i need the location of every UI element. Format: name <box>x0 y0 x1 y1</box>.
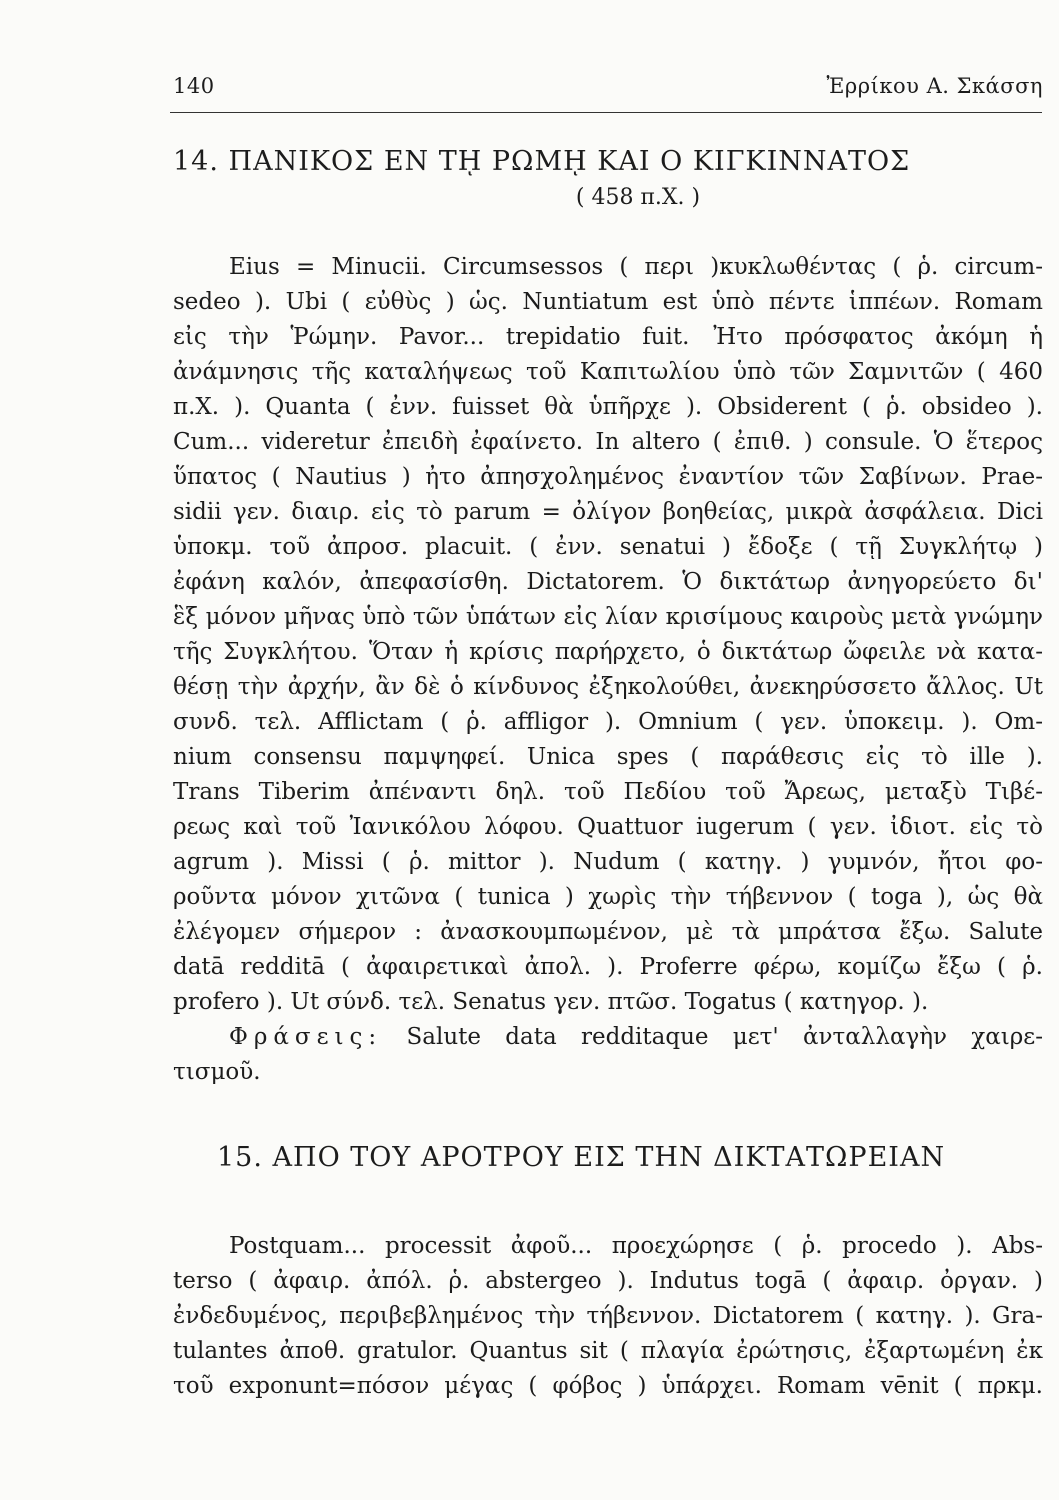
paragraph-line: nium consensu παμψηφεί. Unica spes ( παράθεσις εἰς τὸ ille ). <box>173 744 1043 770</box>
paragraph-line: datā redditā ( ἀφαιρετικαὶ ἀπολ. ). Proferre φέρω, κομίζω ἔξω ( ῥ. <box>173 954 1043 980</box>
paragraph-line: ρεως καὶ τοῦ Ἰανικόλου λόφου. Quattuor iugerum ( γεν. ἰδιοτ. εἰς τὸ <box>173 814 1043 840</box>
paragraph-line: Postquam... processit ἀφοῦ... προεχώρησε ( ῥ. procedo ). Abs- <box>229 1233 1043 1259</box>
paragraph-line: ὑποκμ. τοῦ ἀπροσ. placuit. ( ἐνν. senatui ) ἔδοξε ( τῇ Συγκλήτῳ ) <box>173 534 1043 560</box>
paragraph-line: Trans Tiberim ἀπέναντι δηλ. τοῦ Πεδίου τοῦ Ἄρεως, μεταξὺ Τιβέ- <box>173 779 1043 805</box>
paragraph-line: ἐλέγομεν σήμερον : ἀνασκουμπωμένον, μὲ τὰ μπράτσα ἔξω. Salute <box>173 919 1043 945</box>
phrases-label: Φράσεις: <box>229 1024 383 1050</box>
paragraph-line: ἓξ μόνον μῆνας ὑπὸ τῶν ὑπάτων εἰς λίαν κρισίμους καιροὺς μετὰ γνώμην <box>173 604 1043 630</box>
paragraph-line: ἐφάνη καλόν, ἀπεφασίσθη. Dictatorem. Ὁ δικτάτωρ ἀνηγορεύετο δι' <box>173 569 1043 595</box>
paragraph-line: profero ). Ut σύνδ. τελ. Senatus γεν. πτῶσ. Togatus ( κατηγορ. ). <box>173 989 929 1015</box>
paragraph-line: sidii γεν. διαιρ. εἰς τὸ parum = ὀλίγον βοηθείας, μικρὰ ἀσφάλεια. Dici <box>173 499 1043 525</box>
paragraph-line: εἰς τὴν Ῥώμην. Pavor... trepidatio fuit. Ἦτο πρόσφατος ἀκόμη ἡ <box>173 324 1043 350</box>
paragraph-line: terso ( ἀφαιρ. ἀπόλ. ῥ. abstergeo ). Indutus togā ( ἀφαιρ. ὀργαν. ) <box>173 1268 1043 1294</box>
paragraph-line: τῆς Συγκλήτου. Ὅταν ἡ κρίσις παρήρχετο, ὁ δικτάτωρ ὤφειλε νὰ κατα- <box>173 639 1043 665</box>
paragraph-line: ἀνάμνησις τῆς καταλήψεως τοῦ Καπιτωλίου ὑπὸ τῶν Σαμνιτῶν ( 460 <box>173 359 1043 385</box>
paragraph-line: τοῦ exponunt=πόσον μέγας ( φόβος ) ὑπάρχει. Romam vēnit ( πρκμ. <box>173 1373 1043 1399</box>
paragraph-line: ροῦντα μόνον χιτῶνα ( tunica ) χωρὶς τὴν τήβεννον ( toga ), ὡς θὰ <box>173 884 1043 910</box>
header-rule <box>170 112 1042 113</box>
section-14-title: 14. ΠΑΝΙΚΟΣ ΕΝ Τῌ ΡΩΜῌ ΚΑΙ Ο ΚΙΓΚΙΝΝΑΤΟΣ <box>173 146 911 177</box>
paragraph-line: συνδ. τελ. Afflictam ( ῥ. affligor ). Omnium ( γεν. ὑποκειμ. ). Om- <box>173 709 1043 735</box>
page-number: 140 <box>173 74 215 98</box>
running-head <box>173 74 1043 98</box>
section-15-title: 15. ΑΠΟ ΤΟΥ ΑΡΟΤΡΟΥ ΕΙΣ ΤΗΝ ΔΙΚΤΑΤΩΡΕΙΑΝ <box>217 1142 946 1173</box>
section-14-date: ( 458 π.Χ. ) <box>575 185 701 210</box>
paragraph-line: θέσῃ τὴν ἀρχήν, ἂν δὲ ὁ κίνδυνος ἐξηκολούθει, ἀνεκηρύσσετο ἄλλος. Ut <box>173 674 1043 700</box>
paragraph-line: tulantes ἀποθ. gratulor. Quantus sit ( πλαγία ἐρώτησις, ἐξαρτωμένη ἐκ <box>173 1338 1043 1364</box>
phrases-line-end: τισμοῦ. <box>173 1059 261 1085</box>
paragraph-line: Eius = Minucii. Circumsessos ( περι )κυκλωθέντας ( ῥ. circum- <box>229 254 1043 280</box>
paragraph-line: sedeo ). Ubi ( εὐθὺς ) ὡς. Nuntiatum est ὑπὸ πέντε ἱππέων. Romam <box>173 289 1043 315</box>
paragraph-line: ὕπατος ( Nautius ) ἦτο ἀπησχολημένος ἐναντίον τῶν Σαβίνων. Prae- <box>173 464 1043 490</box>
paragraph-line: Cum... videretur ἐπειδὴ ἐφαίνετο. In altero ( ἐπιθ. ) consule. Ὁ ἕτερος <box>173 429 1043 455</box>
author-name: Ἐρρίκου Α. Σκάσση <box>826 74 1043 98</box>
phrases-line <box>173 1024 1043 1050</box>
paragraph-line: agrum ). Missi ( ῥ. mittor ). Nudum ( κατηγ. ) γυμνόν, ἤτοι φο- <box>173 849 1043 875</box>
phrases-text: Salute data redditaque μετ' ἀνταλλαγὴν χαιρε- <box>406 1024 1043 1050</box>
paragraph-line: ἐνδεδυμένος, περιβεβλημένος τὴν τήβεννον. Dictatorem ( κατηγ. ). Gra- <box>173 1303 1043 1329</box>
paragraph-line: π.Χ. ). Quanta ( ἐνν. fuisset θὰ ὑπῆρχε ). Obsiderent ( ῥ. obsideo ). <box>173 394 1043 420</box>
